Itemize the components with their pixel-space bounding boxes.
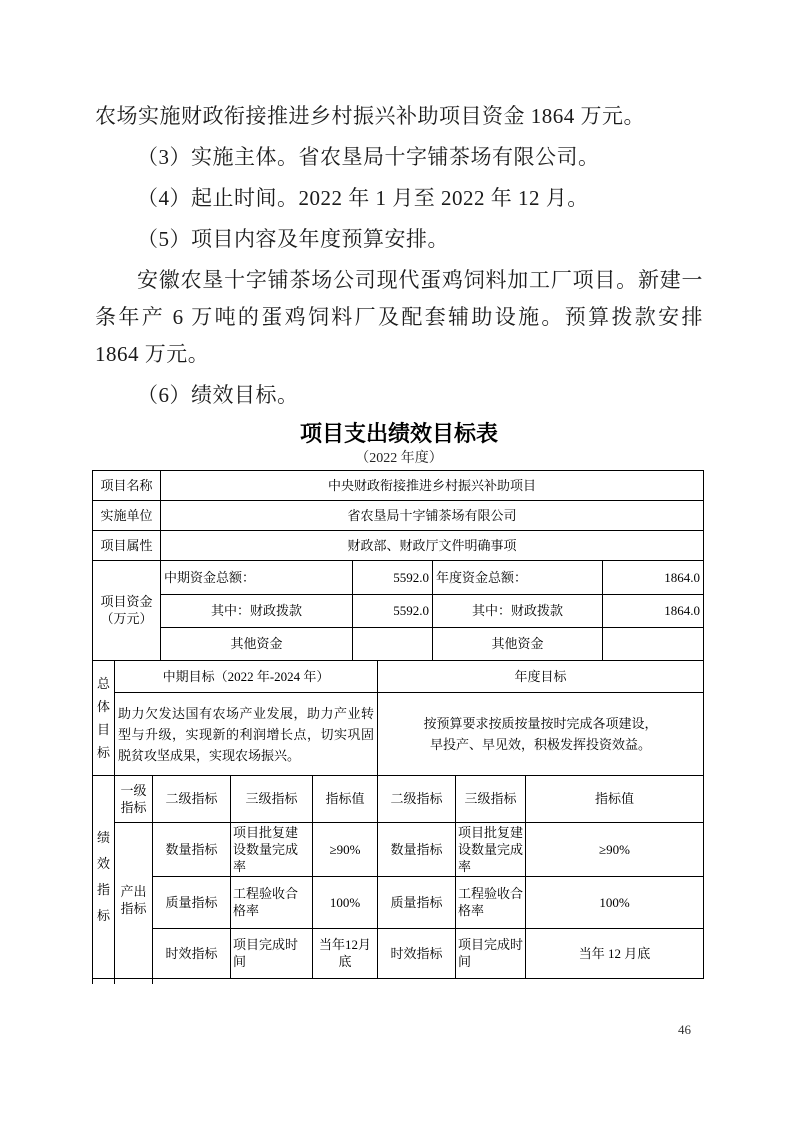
indicator-l2: 质量指标 [153, 876, 231, 928]
implementing-unit-label: 实施单位 [93, 501, 161, 531]
mid-fiscal-label: 其中：财政拨款 [161, 594, 353, 627]
level2-header: 二级指标 [153, 776, 231, 822]
indicator-value: 当年12月底 [313, 928, 378, 978]
indicator-r3: 工程验收合格率 [456, 876, 526, 928]
year-goal-header: 年度目标 [378, 661, 704, 693]
indicator-rvalue: 100% [526, 876, 704, 928]
mid-other-value [353, 627, 433, 660]
indicator-r2: 时效指标 [378, 928, 456, 978]
table-border-stub [114, 979, 115, 984]
indicator-l3: 项目批复建设数量完成率 [231, 822, 313, 876]
indicator-l3: 工程验收合格率 [231, 876, 313, 928]
indicator-rvalue: ≥90% [526, 822, 704, 876]
mid-other-label: 其他资金 [161, 627, 353, 660]
body-paragraph: 农场实施财政衔接推进乡村振兴补助项目资金 1864 万元。 [95, 104, 645, 128]
year-fiscal-label: 其中：财政拨款 [433, 594, 603, 627]
body-paragraph: （5）项目内容及年度预算安排。 [137, 227, 449, 251]
performance-target-table [92, 470, 704, 979]
output-indicator-group-label: 产出指标 [115, 822, 153, 978]
indicator-l3: 项目完成时间 [231, 928, 313, 978]
value-header: 指标值 [313, 776, 378, 822]
info-section [92, 470, 704, 561]
level2-header: 二级指标 [378, 776, 456, 822]
page-content [95, 98, 703, 979]
project-name-label: 项目名称 [93, 471, 161, 501]
project-attribute-label: 项目属性 [93, 531, 161, 561]
overall-goal-section [92, 661, 704, 777]
year-goal-line: 按预算要求按质按量按时完成各项建设， [423, 716, 658, 731]
mid-total-label: 中期资金总额： [161, 561, 353, 594]
mid-total-value: 5592.0 [353, 561, 433, 594]
mid-goal-text: 助力欠发达国有农场产业发展，助力产业转型与升级，实现新的利润增长点，切实巩固脱贫攻坚成果，实现农场振兴。 [115, 693, 378, 776]
year-other-value [603, 627, 704, 660]
body-paragraph: 安徽农垦十字铺茶场公司现代蛋鸡饲料加工厂项目。新建一条年产 6 万吨的蛋鸡饲料厂及配套辅助设施。预算拨款安排 1864 万元。 [95, 268, 703, 366]
project-name-value: 中央财政衔接推进乡村振兴补助项目 [161, 471, 704, 501]
funding-section [92, 561, 704, 661]
indicator-value: ≥90% [313, 822, 378, 876]
indicator-l2: 时效指标 [153, 928, 231, 978]
mid-fiscal-value: 5592.0 [353, 594, 433, 627]
level3-header: 三级指标 [231, 776, 313, 822]
indicators-label-text: 绩效指标 [96, 829, 110, 923]
indicator-l2: 数量指标 [153, 822, 231, 876]
level1-header: 一级指标 [115, 776, 153, 822]
table-border-stub [152, 979, 153, 984]
indicator-r3: 项目批复建设数量完成率 [456, 822, 526, 876]
indicator-r2: 数量指标 [378, 822, 456, 876]
body-paragraph: （4）起止时间。2022 年 1 月至 2022 年 12 月。 [137, 186, 589, 210]
indicators-section [92, 776, 704, 979]
mid-goal-header: 中期目标（2022 年-2024 年） [115, 661, 378, 693]
value-header: 指标值 [526, 776, 704, 822]
table-border-stub [92, 979, 93, 984]
year-total-value: 1864.0 [603, 561, 704, 594]
overall-goal-label [93, 661, 115, 776]
indicator-value: 100% [313, 876, 378, 928]
indicator-r3: 项目完成时间 [456, 928, 526, 978]
year-goal-text [378, 693, 704, 776]
body-paragraph: （3）实施主体。省农垦局十字铺茶场有限公司。 [137, 145, 600, 169]
level3-header: 三级指标 [456, 776, 526, 822]
page-number: 46 [678, 1022, 691, 1037]
year-total-label: 年度资金总额： [433, 561, 603, 594]
year-goal-line: 早投产、早见效，积极发挥投资效益。 [429, 737, 651, 752]
project-attribute-value: 财政部、财政厅文件明确事项 [161, 531, 704, 561]
year-other-label: 其他资金 [433, 627, 603, 660]
table-subtitle: （2022 年度） [355, 451, 443, 466]
overall-goal-label-text: 总体目标 [96, 675, 110, 760]
indicators-label [93, 776, 115, 978]
year-fiscal-value: 1864.0 [603, 594, 704, 627]
indicator-rvalue: 当年 12 月底 [526, 928, 704, 978]
funding-label: 项目资金（万元） [93, 561, 161, 660]
body-paragraph: （6）绩效目标。 [137, 383, 299, 407]
table-title: 项目支出绩效目标表 [299, 421, 498, 446]
implementing-unit-value: 省农垦局十字铺茶场有限公司 [161, 501, 704, 531]
indicator-r2: 质量指标 [378, 876, 456, 928]
